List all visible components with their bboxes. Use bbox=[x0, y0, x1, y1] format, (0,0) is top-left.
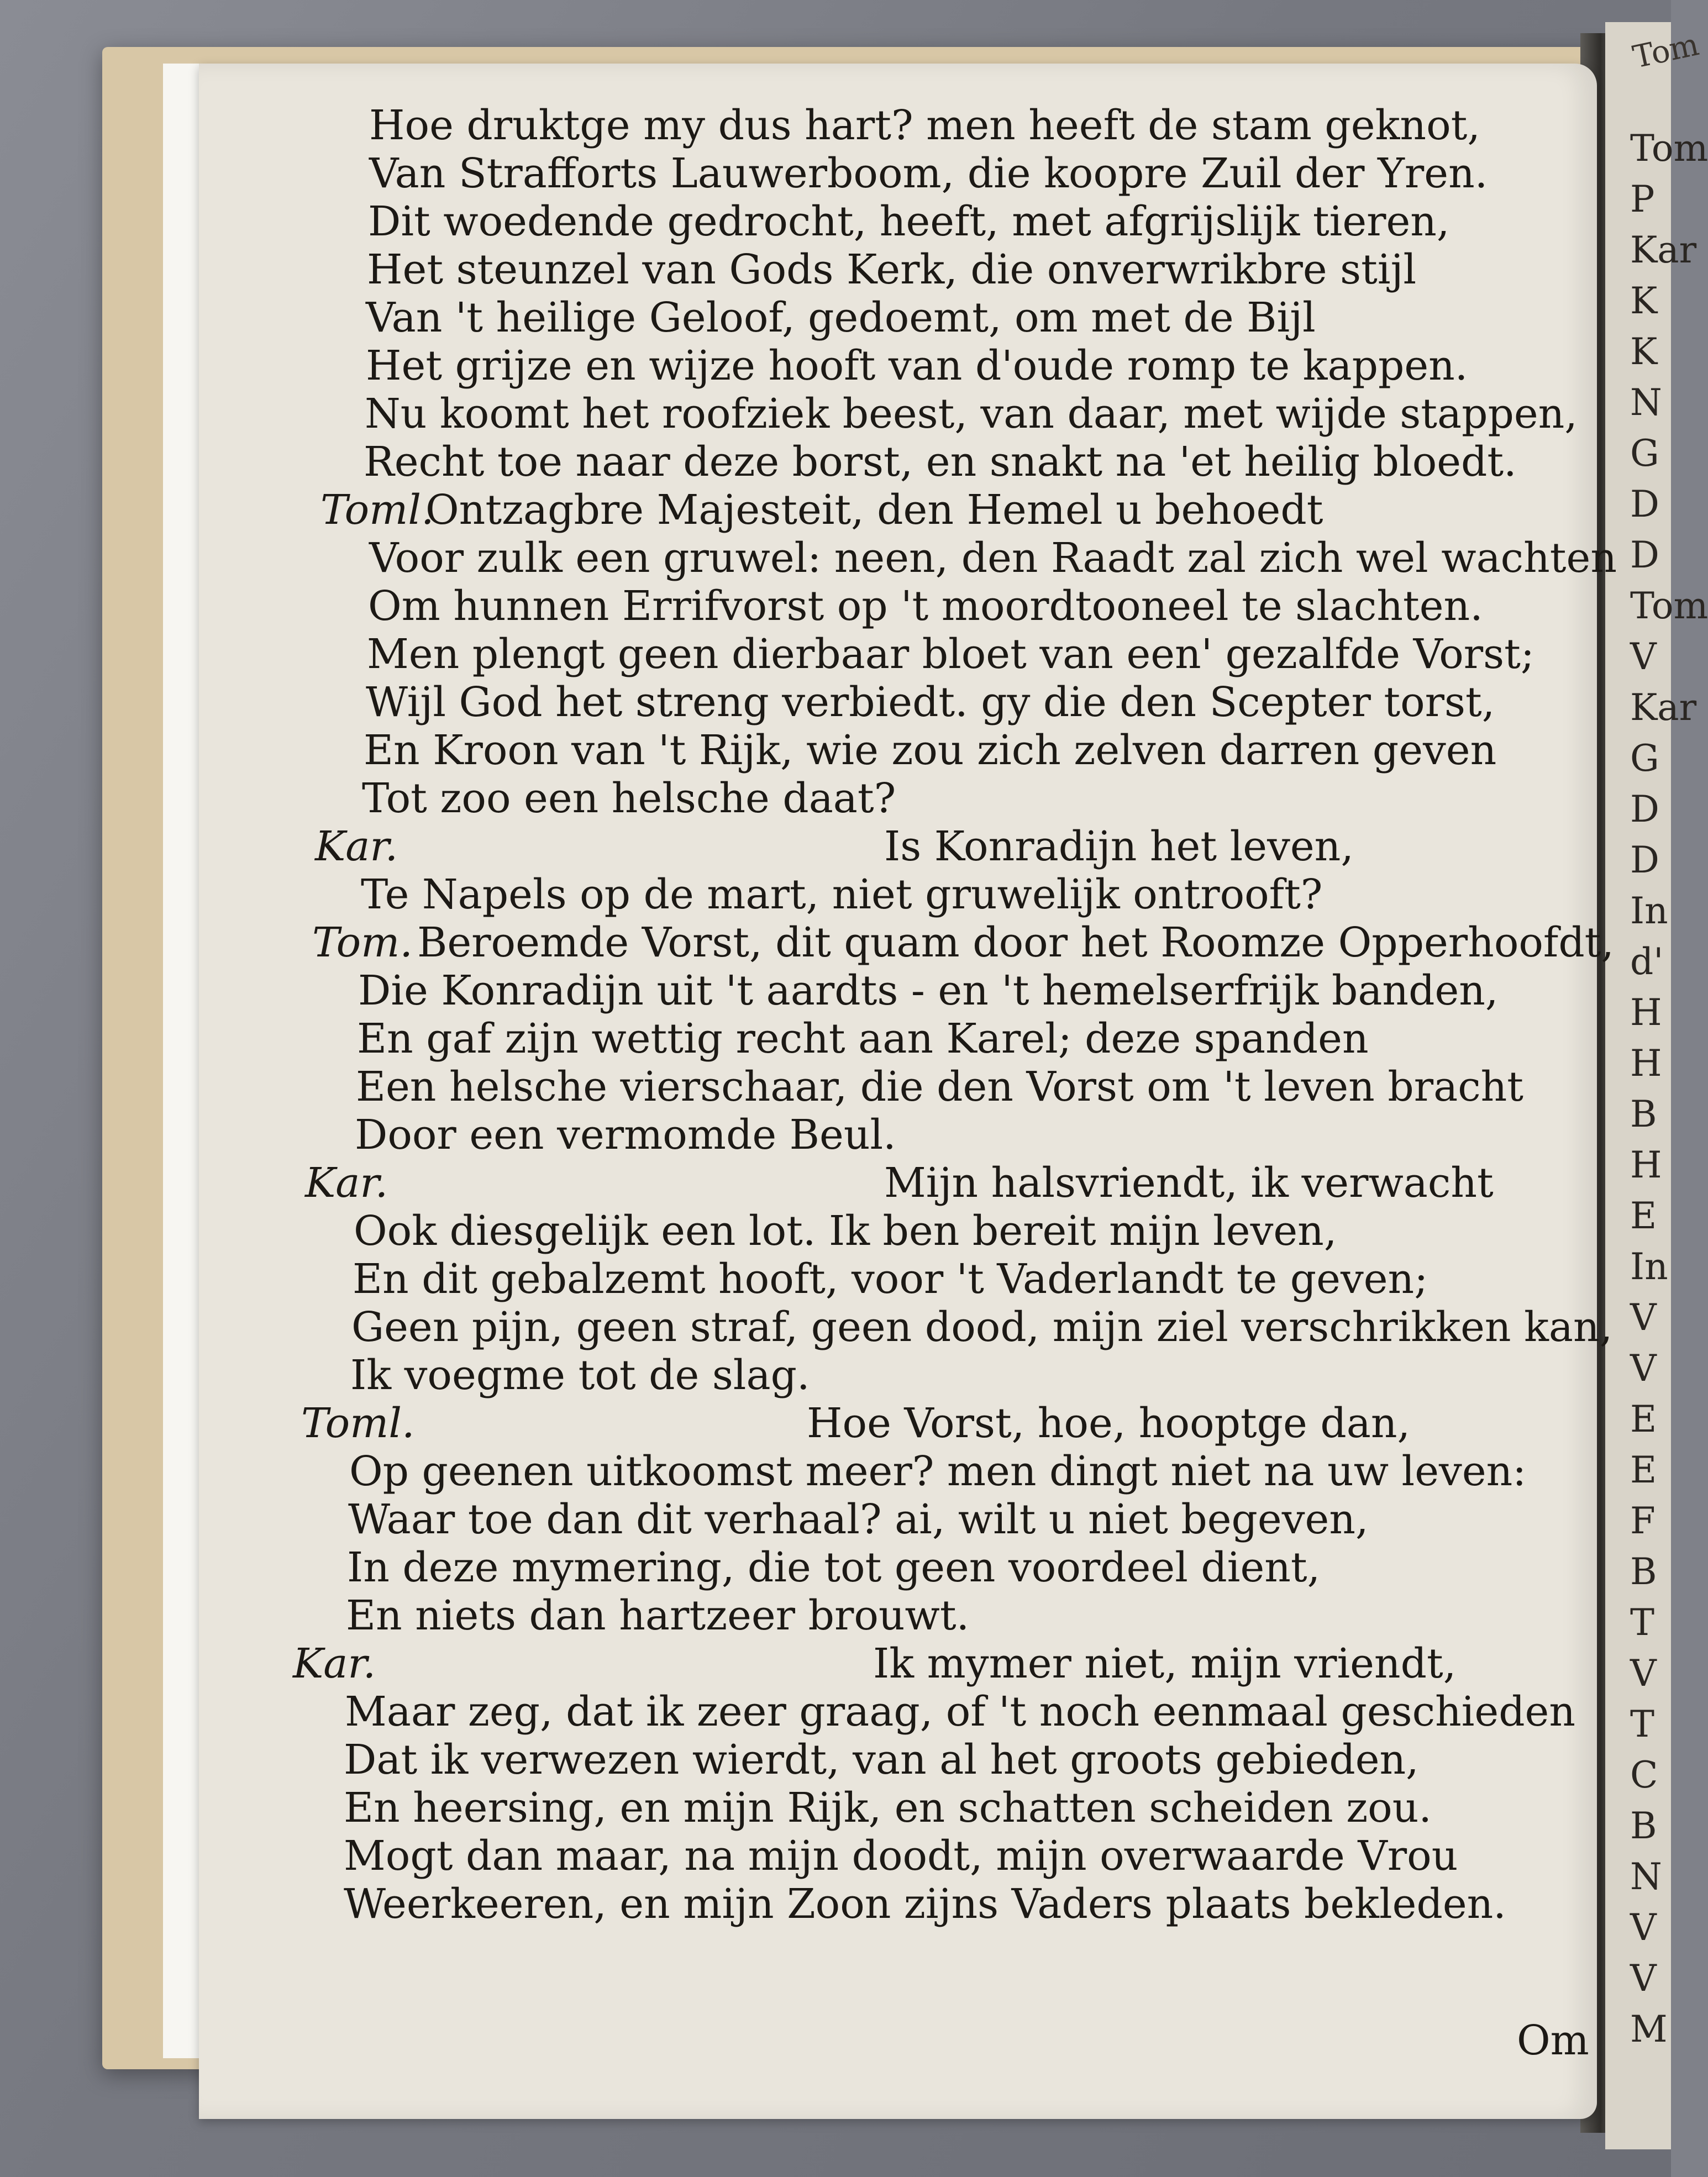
speaker-label: Tom. bbox=[312, 919, 413, 966]
verse-line: Van 't heilige Geloof, gedoemt, om met de Bijl bbox=[366, 294, 1316, 341]
verse-line: En heersing, en mijn Rijk, en schatten scheiden zou. bbox=[344, 1784, 1432, 1832]
verse-line: Hoe Vorst, hoe, hooptge dan, bbox=[807, 1400, 1411, 1447]
next-page-fragment: N bbox=[1630, 1855, 1662, 1898]
next-page-fragment: E bbox=[1630, 1398, 1657, 1440]
next-page-fragment: P bbox=[1630, 178, 1655, 220]
verse-line: Maar zeg, dat ik zeer graag, of 't noch eenmaal geschieden bbox=[345, 1688, 1576, 1736]
verse-line: Het grijze en wijze hooft van d'oude romp te kappen. bbox=[366, 342, 1468, 390]
next-page-fragment: K bbox=[1630, 280, 1658, 322]
verse-line: Mijn halsvriendt, ik verwacht bbox=[884, 1159, 1494, 1207]
verse-line: Hoe druktge my dus hart? men heeft de stam geknot, bbox=[369, 102, 1480, 149]
verse-line: Dit woedende gedrocht, heeft, met afgrijslijk tieren, bbox=[368, 198, 1450, 245]
next-page-fragment: In bbox=[1630, 890, 1668, 932]
verse-line: Recht toe naar deze borst, en snakt na 'et heilig bloedt. bbox=[364, 438, 1517, 486]
verse-line: Wijl God het streng verbiedt. gy die den Scepter torst, bbox=[366, 679, 1495, 726]
verse-line: En gaf zijn wettig recht aan Karel; deze spanden bbox=[357, 1015, 1369, 1063]
next-page-fragment: Kar bbox=[1630, 229, 1697, 271]
verse-line: En dit gebalzemt hooft, voor 't Vaderlandt te geven; bbox=[353, 1255, 1428, 1303]
verse-line: En niets dan hartzeer brouwt. bbox=[346, 1592, 970, 1639]
verse-line: Beroemde Vorst, dit quam door het Roomze Opperhoofdt, bbox=[417, 919, 1614, 966]
next-page-fragment: M bbox=[1630, 2008, 1668, 2050]
verse-line: Van Strafforts Lauwerboom, die koopre Zuil der Yren. bbox=[369, 150, 1488, 197]
verse-line: Nu koomt het roofziek beest, van daar, met wijde stappen, bbox=[365, 390, 1578, 438]
next-page-fragment: D bbox=[1630, 839, 1659, 881]
verse-line: Ik voegme tot de slag. bbox=[350, 1352, 810, 1399]
next-page-fragment: H bbox=[1630, 1042, 1662, 1085]
next-page-fragment: N bbox=[1630, 381, 1662, 424]
next-page-fragment: Kar bbox=[1630, 686, 1697, 729]
verse-line: Weerkeeren, en mijn Zoon zijns Vaders plaats bekleden. bbox=[344, 1880, 1506, 1928]
speaker-label: Kar. bbox=[293, 1640, 376, 1687]
verse-line: Voor zulk een gruwel: neen, den Raadt zal zich wel wachten bbox=[369, 534, 1617, 582]
verse-line: Men plengt geen dierbaar bloet van een' gezalfde Vorst; bbox=[367, 630, 1534, 678]
speaker-label: Toml. bbox=[320, 486, 434, 534]
next-page-fragment: G bbox=[1630, 432, 1659, 475]
next-page-fragment: Tom bbox=[1630, 127, 1708, 170]
verse-line: Dat ik verwezen wierdt, van al het groots gebieden, bbox=[344, 1736, 1419, 1784]
verse-line: Om hunnen Errifvorst op 't moordtooneel te slachten. bbox=[368, 582, 1483, 630]
verse-line: Ik mymer niet, mijn vriendt, bbox=[873, 1640, 1457, 1687]
speaker-label: Kar. bbox=[305, 1159, 388, 1207]
next-page-fragment: D bbox=[1630, 534, 1659, 576]
next-page-fragment: B bbox=[1630, 1805, 1657, 1847]
verse-line: En Kroon van 't Rijk, wie zou zich zelven darren geven bbox=[364, 727, 1497, 774]
next-page-fragment: D bbox=[1630, 483, 1659, 525]
catchword: Om bbox=[1517, 2017, 1589, 2064]
next-page-top-fragment: Tom bbox=[1630, 27, 1702, 76]
next-page-fragment: T bbox=[1630, 1703, 1655, 1745]
next-page-fragment: V bbox=[1630, 1652, 1657, 1695]
next-page-fragment: B bbox=[1630, 1550, 1657, 1593]
verse-line: Een helsche vierschaar, die den Vorst om 't leven bracht bbox=[356, 1063, 1524, 1111]
speaker-label: Kar. bbox=[315, 823, 398, 870]
verse-line: Ook diesgelijk een lot. Ik ben bereit mijn leven, bbox=[354, 1207, 1337, 1255]
next-page-fragment: H bbox=[1630, 991, 1662, 1034]
verse-line: Te Napels op de mart, niet gruwelijk ontrooft? bbox=[361, 871, 1323, 918]
next-page-fragment: E bbox=[1630, 1449, 1657, 1491]
next-page-fragment: d' bbox=[1630, 940, 1664, 983]
verse-line: Die Konradijn uit 't aardts - en 't hemelserfrijk banden, bbox=[358, 967, 1499, 1014]
next-page-fragment: F bbox=[1630, 1500, 1656, 1542]
speaker-label: Toml. bbox=[301, 1400, 415, 1447]
next-page-fragment: T bbox=[1630, 1601, 1655, 1644]
next-page-fragment: G bbox=[1630, 737, 1659, 780]
next-page-fragment: D bbox=[1630, 788, 1659, 830]
verse-line: Op geenen uitkoomst meer? men dingt niet na uw leven: bbox=[349, 1448, 1527, 1495]
next-page-fragment: E bbox=[1630, 1195, 1657, 1237]
next-page-fragment: V bbox=[1630, 1906, 1657, 1949]
verse-line: Mogt dan maar, na mijn doodt, mijn overwaarde Vrou bbox=[344, 1832, 1458, 1880]
verse-line: Tot zoo een helsche daat? bbox=[362, 775, 896, 822]
next-page-fragment: V bbox=[1630, 1296, 1657, 1339]
next-page-fragment: K bbox=[1630, 330, 1658, 373]
verse-line: Waar toe dan dit verhaal? ai, wilt u niet begeven, bbox=[348, 1496, 1369, 1543]
verse-line: Geen pijn, geen straf, geen dood, mijn ziel verschrikken kan, bbox=[351, 1303, 1613, 1351]
verse-line: In deze mymering, die tot geen voordeel dient, bbox=[347, 1544, 1321, 1591]
next-page-fragment: C bbox=[1630, 1754, 1658, 1796]
next-page-fragment: V bbox=[1630, 1957, 1657, 2000]
next-page-fragment: Tom bbox=[1630, 585, 1708, 627]
verse-line: Ontzagbre Majesteit, den Hemel u behoedt bbox=[425, 486, 1323, 534]
verse-line: Het steunzel van Gods Kerk, die onverwrikbre stijl bbox=[367, 246, 1417, 293]
verse-line: Door een vermomde Beul. bbox=[355, 1111, 896, 1159]
next-page-fragment: V bbox=[1630, 1347, 1657, 1390]
verse-line: Is Konradijn het leven, bbox=[884, 823, 1354, 870]
next-page-fragment: In bbox=[1630, 1245, 1668, 1288]
next-page-fragment: V bbox=[1630, 635, 1657, 678]
next-page-fragment: H bbox=[1630, 1144, 1662, 1186]
next-page-fragment: B bbox=[1630, 1093, 1657, 1135]
